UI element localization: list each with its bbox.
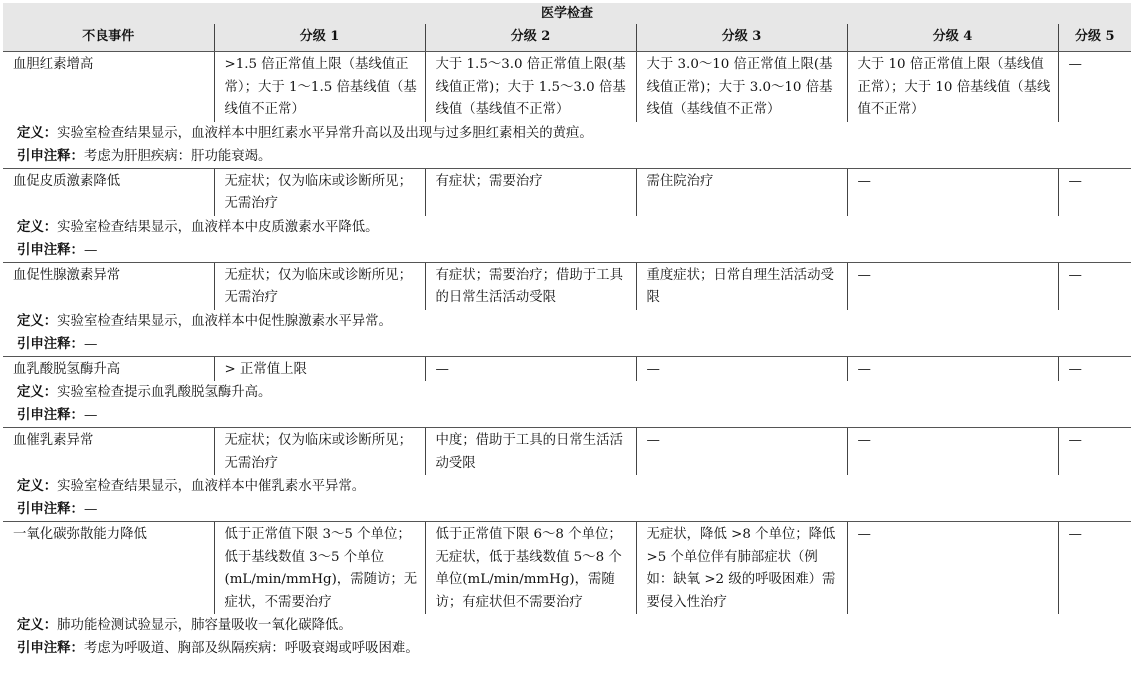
definition-label: 定义： <box>17 219 58 235</box>
note-row <box>3 498 1131 522</box>
note-label: 引申注释： <box>17 148 84 164</box>
note-text: — <box>83 502 98 517</box>
event-name-cell: 一氧化碳弥散能力降低 <box>3 522 214 615</box>
table-group-header <box>3 3 1131 24</box>
grade-4-cell: — <box>847 168 1058 216</box>
grade-3-cell: 大于 3.0～10 倍正常值上限(基线值正常)；大于 3.0～10 倍基线值（基线值不正常） <box>636 52 847 122</box>
grade-5-cell: — <box>1058 428 1131 476</box>
definition-text: 实验室检查结果显示，血液样本中胆红素水平异常升高以及出现与过多胆红素相关的黄疸。 <box>57 125 593 141</box>
table-row <box>3 52 1131 122</box>
note-row <box>3 333 1131 357</box>
definition-text: 实验室检查提示血乳酸脱氢酶升高。 <box>57 385 272 400</box>
note-row <box>3 145 1131 169</box>
note-text: — <box>83 242 98 258</box>
group-title: 医学检查 <box>3 3 1131 24</box>
grade-2-cell: 有症状；需要治疗；借助于工具的日常生活活动受限 <box>425 262 636 310</box>
grade-2-cell: 大于 1.5～3.0 倍正常值上限(基线值正常)；大于 1.5～3.0 倍基线值（基线值不正常） <box>425 52 636 122</box>
grade-5-cell: — <box>1058 522 1131 615</box>
column-header-grade-4: 分级 4 <box>847 24 1058 52</box>
table-row <box>3 262 1131 310</box>
table-row <box>3 428 1131 476</box>
grade-1-cell: 无症状；仅为临床或诊断所见；无需治疗 <box>214 428 425 476</box>
definition-label: 定义： <box>17 125 58 141</box>
column-header-grade-1: 分级 1 <box>214 24 425 52</box>
grade-3-cell: — <box>636 356 847 381</box>
grade-4-cell: — <box>847 356 1058 381</box>
note-row <box>3 404 1131 428</box>
event-name-cell: 血乳酸脱氢酶升高 <box>3 356 214 381</box>
grade-1-cell: > 正常值上限 <box>214 356 425 381</box>
grade-1-cell: 无症状；仅为临床或诊断所见；无需治疗 <box>214 262 425 310</box>
note-label: 引申注释： <box>17 242 84 258</box>
definition-text: 实验室检查结果显示，血液样本中促性腺激素水平异常。 <box>57 313 392 329</box>
definition-label: 定义： <box>17 618 58 633</box>
definition-text: 肺功能检测试验显示，肺容量吸收一氧化碳降低。 <box>57 618 352 633</box>
note-label: 引申注释： <box>17 502 84 517</box>
definition-label: 定义： <box>17 385 58 400</box>
grade-3-cell: — <box>636 428 847 476</box>
note-text: 考虑为肝胆疾病：肝功能衰竭。 <box>83 148 272 164</box>
grade-5-cell: — <box>1058 52 1131 122</box>
grade-3-cell: 重度症状；日常自理生活活动受限 <box>636 262 847 310</box>
grade-5-cell: — <box>1058 356 1131 381</box>
grade-3-cell: 需住院治疗 <box>636 168 847 216</box>
grade-5-cell: — <box>1058 262 1131 310</box>
grade-4-cell: — <box>847 428 1058 476</box>
event-name-cell: 血胆红素增高 <box>3 52 214 122</box>
definition-row <box>3 475 1131 498</box>
table-row <box>3 356 1131 381</box>
column-header-grade-3: 分级 3 <box>636 24 847 52</box>
table-row <box>3 522 1131 615</box>
note-label: 引申注释： <box>17 641 84 656</box>
event-name-cell: 血催乳素异常 <box>3 428 214 476</box>
event-name-cell: 血促性腺激素异常 <box>3 262 214 310</box>
grade-2-cell: 中度；借助于工具的日常生活活动受限 <box>425 428 636 476</box>
grade-1-cell: 无症状；仅为临床或诊断所见；无需治疗 <box>214 168 425 216</box>
definition-row <box>3 122 1131 145</box>
event-name-cell: 血促皮质激素降低 <box>3 168 214 216</box>
definition-row <box>3 381 1131 404</box>
grade-4-cell: — <box>847 522 1058 615</box>
column-header-grade-2: 分级 2 <box>425 24 636 52</box>
grade-1-cell: >1.5 倍正常值上限（基线值正常）；大于 1～1.5 倍基线值（基线值不正常） <box>214 52 425 122</box>
grade-5-cell: — <box>1058 168 1131 216</box>
definition-text: 实验室检查结果显示，血液样本中皮质激素水平降低。 <box>57 219 379 235</box>
adverse-event-grading-table <box>3 3 1131 660</box>
definition-label: 定义： <box>17 479 58 494</box>
grade-4-cell: 大于 10 倍正常值上限（基线值正常）；大于 10 倍基线值（基线值不正常） <box>847 52 1058 122</box>
column-header-event: 不良事件 <box>3 24 214 52</box>
note-row <box>3 637 1131 660</box>
note-text: 考虑为呼吸道、胸部及纵隔疾病：呼吸衰竭或呼吸困难。 <box>83 641 419 656</box>
definition-row <box>3 614 1131 637</box>
grade-2-cell: — <box>425 356 636 381</box>
note-label: 引申注释： <box>17 408 84 423</box>
column-header-grade-5: 分级 5 <box>1058 24 1131 52</box>
definition-row <box>3 310 1131 333</box>
note-label: 引申注释： <box>17 336 84 352</box>
note-text: — <box>83 408 98 423</box>
table-row <box>3 168 1131 216</box>
note-row <box>3 239 1131 263</box>
table-column-header <box>3 24 1131 52</box>
note-text: — <box>83 336 98 352</box>
grade-1-cell: 低于正常值下限 3～5 个单位；低于基线数值 3～5 个单位 (mL/min/mmHg)，需随访；无症状，不需要治疗 <box>214 522 425 615</box>
grade-3-cell: 无症状，降低 >8 个单位；降低 >5 个单位伴有肺部症状（例如：缺氧 >2 级的呼吸困难）需要侵入性治疗 <box>636 522 847 615</box>
grade-2-cell: 有症状；需要治疗 <box>425 168 636 216</box>
definition-text: 实验室检查结果显示，血液样本中催乳素水平异常。 <box>57 479 366 494</box>
table-body <box>3 52 1131 661</box>
grade-4-cell: — <box>847 262 1058 310</box>
definition-label: 定义： <box>17 313 58 329</box>
definition-row <box>3 216 1131 239</box>
grade-2-cell: 低于正常值下限 6～8 个单位；无症状，低于基线数值 5～8 个单位(mL/min/mmHg)，需随访；有症状但不需要治疗 <box>425 522 636 615</box>
